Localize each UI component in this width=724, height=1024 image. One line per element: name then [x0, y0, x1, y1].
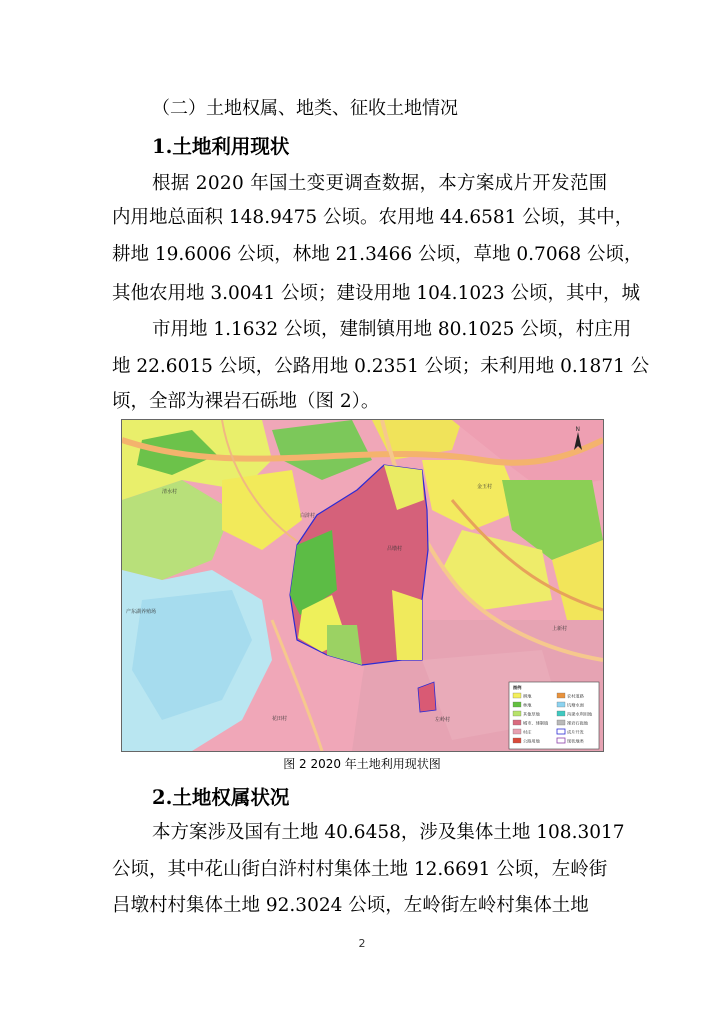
- legend-swatch: [513, 693, 521, 698]
- legend-swatch: [557, 738, 565, 743]
- legend-swatch: [513, 711, 521, 716]
- paragraph-line: 公顷，其中花山街白浒村村集体土地 12.6691 公顷，左岭街: [112, 859, 608, 880]
- paragraph-line: 市用地 1.1632 公顷，建制镇用地 80.1025 公顷，村庄用: [152, 319, 632, 340]
- paragraph-line: 本方案涉及国有土地 40.6458，涉及集体土地 108.3017: [152, 822, 625, 843]
- legend-title: 图例: [513, 685, 522, 690]
- place-label: 左岭村: [435, 717, 451, 723]
- place-label: 白浒村: [300, 513, 316, 519]
- place-label: 花田村: [272, 716, 288, 722]
- paragraph-line: 耕地 19.6006 公顷，林地 21.3466 公顷，草地 0.7068 公顷，: [112, 244, 643, 265]
- legend-label: 其他草地: [523, 711, 540, 717]
- land-use-map: [121, 419, 604, 752]
- paragraph-line: 根据 2020 年国土变更调查数据，本方案成片开发范围: [152, 173, 608, 194]
- legend-swatch: [557, 693, 565, 698]
- place-label: 产东湖养殖场: [126, 609, 157, 615]
- section-heading: （二）土地权属、地类、征收土地情况: [152, 98, 458, 119]
- legend-label: 村庄: [523, 729, 532, 735]
- map-legend: [509, 682, 599, 749]
- legend-swatch: [513, 720, 521, 725]
- legend-label: 耕地: [523, 693, 532, 699]
- legend-label: 公路用地: [523, 738, 540, 744]
- legend-label: 坑塘水面: [567, 702, 584, 708]
- subsection-title-land-use: 1.土地利用现状: [152, 135, 290, 158]
- place-label: 金玉村: [477, 484, 493, 490]
- legend-swatch: [557, 720, 565, 725]
- paragraph-line: 其他农用地 3.0041 公顷；建设用地 104.1023 公顷，其中，城: [112, 283, 641, 304]
- legend-swatch: [513, 729, 521, 734]
- north-label: N: [575, 426, 580, 433]
- legend-swatch: [513, 738, 521, 743]
- legend-swatch: [513, 702, 521, 707]
- page-number: 2: [358, 937, 366, 950]
- paragraph-line: 顷，全部为裸岩石砾地（图 2）。: [112, 391, 380, 412]
- place-label: 上新村: [552, 626, 568, 632]
- figure-caption: 图 2 2020 年土地利用现状图: [283, 757, 441, 771]
- legend-swatch: [557, 711, 565, 716]
- place-label: 吕墩村: [387, 546, 403, 552]
- paragraph-line: 内用地总面积 148.9475 公顷。农用地 44.6581 公顷，其中，: [112, 207, 634, 228]
- legend-label: 现状地类: [567, 738, 584, 744]
- place-label: 清水村: [162, 489, 178, 495]
- legend-label: 林地: [523, 702, 532, 708]
- legend-label: 裸岩石砾地: [567, 720, 588, 726]
- paragraph-line: 吕墩村村集体土地 92.3024 公顷，左岭街左岭村集体土地: [112, 895, 589, 916]
- paragraph-line: 地 22.6015 公顷，公路用地 0.2351 公顷；未利用地 0.1871 公: [112, 356, 650, 377]
- legend-label: 成片开发: [567, 729, 584, 735]
- legend-swatch: [557, 729, 565, 734]
- subsection-title-ownership: 2.土地权属状况: [152, 786, 290, 809]
- legend-swatch: [557, 702, 565, 707]
- legend-label: 农村道路: [567, 693, 584, 699]
- legend-label: 沟渠水利用地: [567, 711, 593, 717]
- legend-label: 城市、建制镇: [523, 720, 549, 726]
